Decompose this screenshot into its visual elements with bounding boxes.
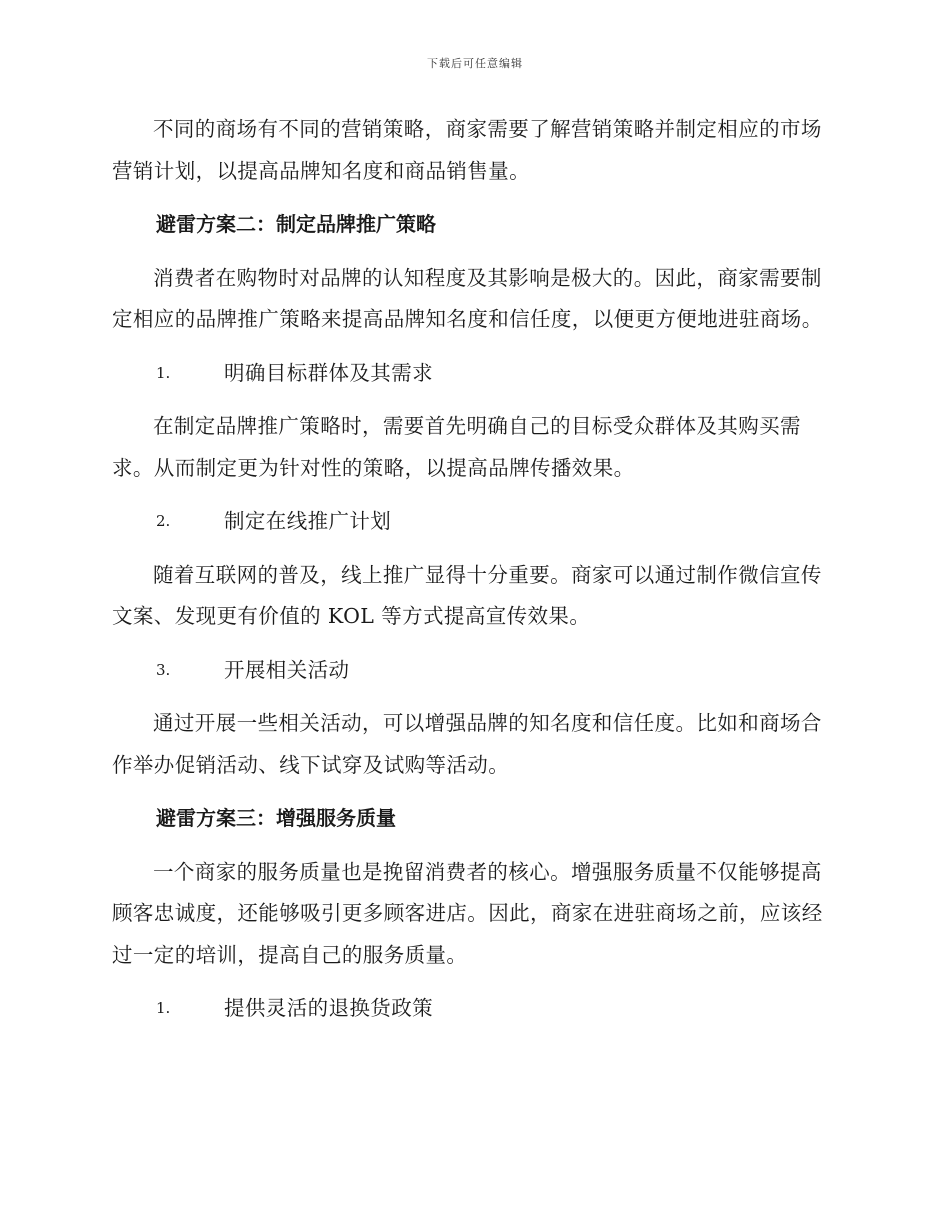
list-item-online-plan (156, 501, 832, 543)
list-number: 2. (156, 512, 171, 530)
list-number: 1. (156, 999, 171, 1017)
paragraph-marketing-plan: 不同的商场有不同的营销策略，商家需要了解营销策略并制定相应的市场营销计划，以提高品牌知名度和商品销售量。 (112, 117, 822, 183)
list-item-label: 提供灵活的退换货政策 (224, 996, 433, 1020)
list-item-target-group (156, 353, 832, 395)
list-item-return-policy (156, 988, 832, 1030)
list-number: 3. (156, 660, 171, 679)
list-item-label: 明确目标群体及其需求 (224, 360, 433, 385)
list-item-label: 制定在线推广计划 (224, 509, 392, 533)
list-item-activities (156, 650, 832, 692)
section-heading-brand-strategy: 避雷方案二：制定品牌推广策略 (156, 212, 436, 236)
paragraph-service-quality: 一个商家的服务质量也是挽留消费者的核心。增强服务质量不仅能够提高顾客忠诚度，还能够吸引更多顾客进店。因此，商家在进驻商场之前，应该经过一定的培训，提高自己的服务质量。 (112, 859, 823, 967)
paragraph-brand-awareness: 消费者在购物时对品牌的认知程度及其影响是极大的。因此，商家需要制定相应的品牌推广策略来提高品牌知名度和信任度，以便更方便地进驻商场。 (112, 265, 823, 331)
list-number: 1. (156, 363, 171, 382)
paragraph-activities: 通过开展一些相关活动，可以增强品牌的知名度和信任度。比如和商场合作举办促销活动、线下试穿及试购等活动。 (112, 711, 822, 777)
list-item-label: 开展相关活动 (224, 657, 350, 682)
paragraph-online-promotion: 随着互联网的普及，线上推广显得十分重要。商家可以通过制作微信宣传文案、发现更有价值的 KOL 等方式提高宣传效果。 (112, 562, 822, 628)
section-heading-service-quality: 避雷方案三：增强服务质量 (156, 806, 396, 830)
paragraph-target-audience: 在制定品牌推广策略时，需要首先明确自己的目标受众群体及其购买需求。从而制定更为针对性的策略，以提高品牌传播效果。 (112, 414, 801, 480)
page-header-note: 下载后可任意编辑 (427, 57, 523, 70)
document-body (112, 109, 832, 1042)
